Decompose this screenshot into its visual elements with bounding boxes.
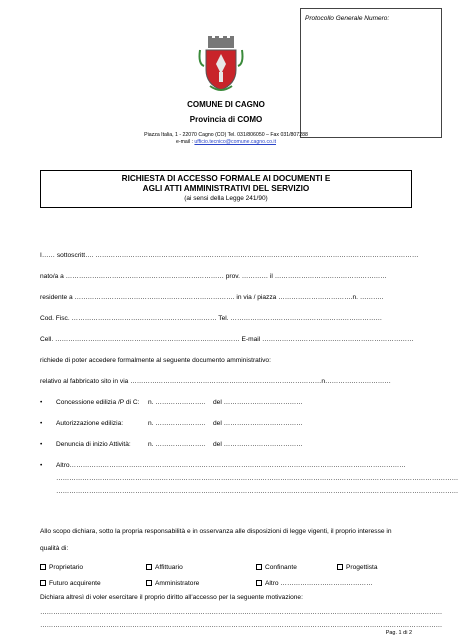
checkbox-affittuario[interactable]	[146, 564, 183, 571]
checkbox-label: Proprietario	[49, 564, 84, 571]
item-denuncia[interactable]: • Denuncia di inizio Attività: n. ………………….. del ………………………………	[40, 441, 303, 448]
motivation-dots-2[interactable]: …………………………………………………………………………………………………………………………………………………………………	[40, 622, 443, 629]
email-link[interactable]: ufficio.tecnico@comune.cagno.co.it	[194, 139, 277, 145]
declaration-line-2: qualità di:	[40, 545, 69, 552]
email-line	[0, 139, 452, 145]
item-number[interactable]: n. …………………..	[148, 420, 206, 427]
checkbox-icon[interactable]	[256, 564, 262, 570]
item-concessione[interactable]: • Concessione edilizia /P di C: n. ………………….. del ………………………………	[40, 399, 303, 406]
provincia-name: Provincia di COMO	[189, 115, 263, 124]
item-label: Denuncia di inizio Attività:	[56, 441, 131, 448]
checkbox-label: Amministratore	[155, 580, 200, 587]
title-subtitle: (ai sensi della Legge 241/90)	[184, 195, 268, 202]
sottoscritto-field[interactable]: I…… sottoscritt…. …………………………………………………………………………………………………………………………………	[40, 252, 419, 259]
title-line-2: AGLI ATTI AMMINISTRATIVI DEL SERVIZIO	[142, 184, 310, 193]
checkbox-label: Altro ……………………………………	[265, 580, 373, 587]
item-number[interactable]: n. …………………..	[148, 441, 206, 448]
birth-field[interactable]: nato/a a ……………………………………………………………… prov. ………… il ……………………………………………	[40, 273, 387, 280]
residence-field[interactable]: residente a ………………………………………………………………. in via / piazza …………………………….n. ………..	[40, 294, 384, 301]
item-label: Concessione edilizia /P di C:	[56, 399, 140, 406]
checkbox-amministratore[interactable]	[146, 580, 199, 587]
item-number[interactable]: n. …………………..	[148, 399, 206, 406]
checkbox-icon[interactable]	[337, 564, 343, 570]
title-line-1: RICHIESTA DI ACCESSO FORMALE AI DOCUMENTI E	[121, 174, 331, 183]
checkbox-icon[interactable]	[146, 580, 152, 586]
checkbox-label: Affittuario	[155, 564, 183, 571]
item-date[interactable]: del ………………………………	[213, 441, 303, 448]
checkbox-label: Progettista	[346, 564, 378, 571]
item-label: Altro………………………………………………………………………………………………………………………………………	[56, 462, 406, 469]
altro-dots-1[interactable]: …………………………………………………………………………………………………………………………………………………………………	[56, 475, 458, 482]
declaration-line-1: Allo scopo dichiara, sotto la propria responsabilità e in osservanza alle disposizioni di legge vigenti, il proprio interesse in	[40, 528, 392, 535]
checkbox-futuro-acquirente[interactable]	[40, 580, 101, 587]
checkbox-icon[interactable]	[40, 580, 46, 586]
checkbox-confinante[interactable]	[256, 564, 297, 571]
comune-name: COMUNE DI CAGNO	[187, 100, 265, 109]
checkbox-icon[interactable]	[40, 564, 46, 570]
request-statement: richiede di poter accedere formalmente al seguente documento amministrativo:	[40, 357, 271, 364]
page-number: Pag. 1 di 2	[385, 630, 412, 636]
item-date[interactable]: del ………………………………	[213, 420, 303, 427]
checkbox-proprietario[interactable]	[40, 564, 83, 571]
item-label: Autorizzazione edilizia:	[56, 420, 124, 427]
checkbox-label: Confinante	[265, 564, 297, 571]
item-altro[interactable]: • Altro………………………………………………………………………………………………………………………………………	[40, 462, 406, 469]
checkbox-icon[interactable]	[256, 580, 262, 586]
municipal-crest-icon	[196, 36, 246, 96]
title-box	[40, 170, 412, 208]
checkbox-label: Futuro acquirente	[49, 580, 101, 587]
checkbox-altro[interactable]	[256, 580, 373, 587]
codfisc-tel-field[interactable]: Cod. Fisc. ………………………………………………………… Tel. ……………………………………………………………	[40, 315, 383, 322]
item-date[interactable]: del ………………………………	[213, 399, 303, 406]
email-prefix: e-mail :	[175, 139, 195, 145]
checkbox-progettista[interactable]	[337, 564, 378, 571]
building-address-field[interactable]: relativo al fabbricato sito in via ……………………………………………………………………………n…………………………	[40, 378, 391, 385]
checkbox-icon[interactable]	[146, 564, 152, 570]
protocol-label: Protocollo Generale Numero:	[305, 15, 390, 22]
motivation-label: Dichiara altresì di voler esercitare il proprio diritto all'accesso per la seguente motivazione:	[40, 594, 303, 601]
item-autorizzazione[interactable]: • Autorizzazione edilizia: n. ………………….. del ………………………………	[40, 420, 303, 427]
cell-email-field[interactable]: Cell. ………………………………………………………………………… E-mail ……………………………………………………………	[40, 336, 414, 343]
address-line: Piazza Italia, 1 - 22070 Cagno (CO) Tel. 031/806050 – Fax 031/807288	[144, 132, 308, 138]
altro-dots-2[interactable]: …………………………………………………………………………………………………………………………………………………………………	[56, 488, 458, 495]
motivation-dots-1[interactable]: …………………………………………………………………………………………………………………………………………………………………	[40, 609, 443, 616]
